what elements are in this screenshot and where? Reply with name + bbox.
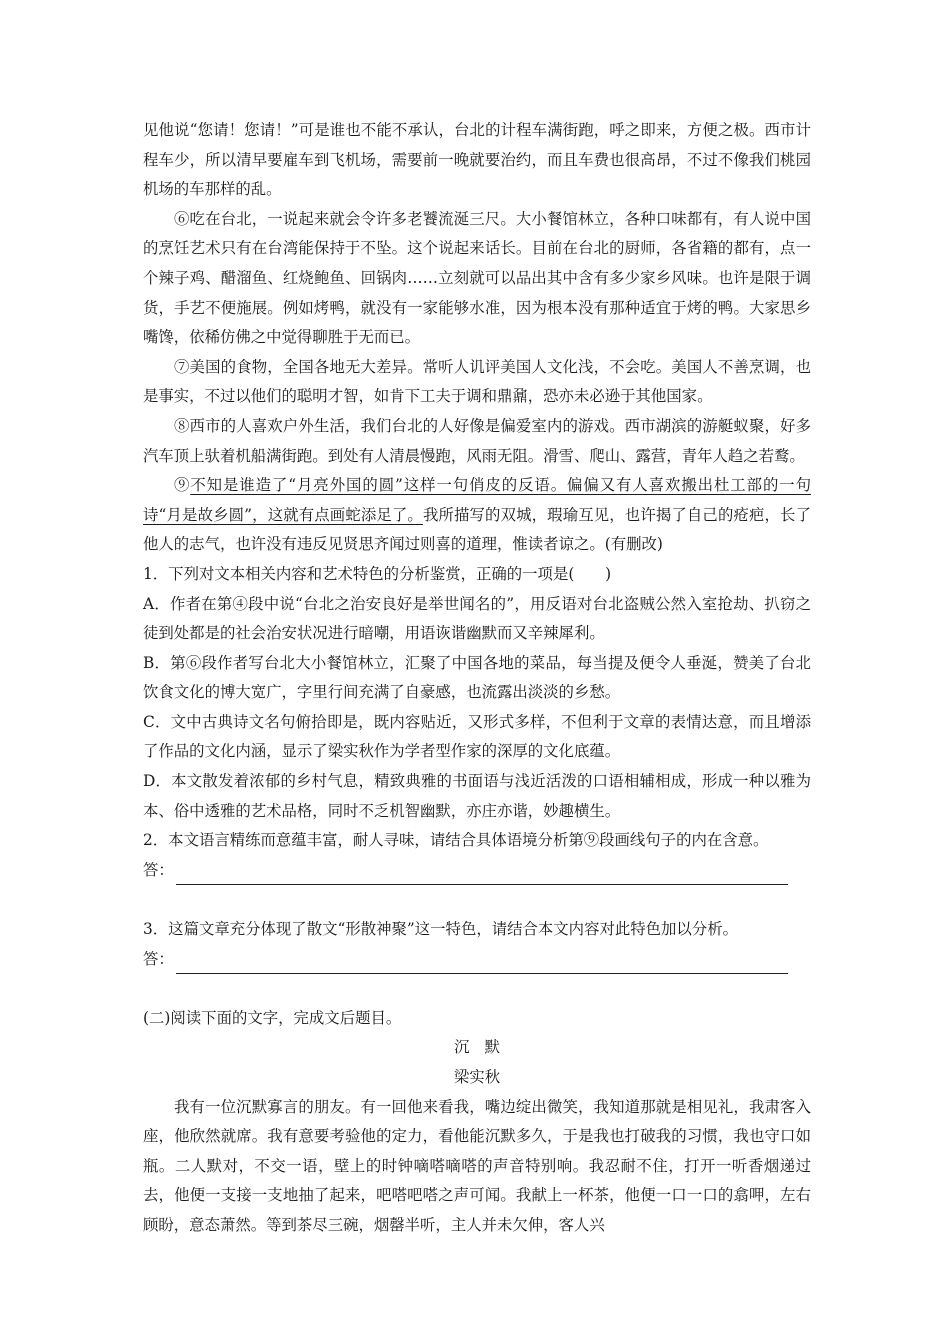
option-d: D．本文散发着浓郁的乡村气息，精致典雅的书面语与浅近活泼的口语相辅相成，形成一种以雅为本、俗中透雅的艺术品格，同时不乏机智幽默，亦庄亦谐，妙趣横生。 [143,772,811,820]
paragraph-6: ⑥吃在台北，一说起来就会令许多老饕流涎三尺。大小餐馆林立，各种口味都有，有人说中国的烹饪艺术只有在台湾能保持于不坠。这个说起来话长。目前在台北的厨师，各省籍的都有，点一个辣子鸡、醋溜鱼、红烧鲍鱼、回锅肉……立刻就可以品出其中含有多少家乡风味。也许是限于调货，手艺不便施展。例如烤鸭，就没有一家能够水准，因为根本没有那种适宜于烤的鸭。大家思乡嘴馋，依稀仿佛之中觉得聊胜于无而已。 [143,209,811,347]
question-3: 3．这篇文章充分体现了散文“形散神聚”这一特色，请结合本文内容对此特色加以分析。 [143,920,738,939]
essay-paragraph-1: 我有一位沉默寡言的朋友。有一回他来看我，嘴边绽出微笑，我知道那就是相见礼，我肃客入座，他欣然就席。我有意要考验他的定力，看他能沉默多久，于是我也打破我的习惯，我也守口如瓶。二人默对，不交一语，壁上的时钟嘀嗒嘀嗒的声音特别响。我忍耐不住，打开一听香烟递过去，他便一支接一支地抽了起来，吧嗒吧嗒之声可闻。我献上一杯茶，他便一口一口的翕呷，左右顾盼，意态萧然。等到茶尽三碗，烟罄半听，主人并未欠伸，客人兴 [143,1097,811,1234]
underlined-sentence: 不知是谁造了“月亮外国的圆”这样一句俏皮的反语。偏偏又有人喜欢搬出杜工部的一句诗“月是故乡圆”，这就有点画蛇添足了。 [143,476,811,524]
answer-row-q3 [143,945,811,975]
option-c: C．文中古典诗文名句俯拾即是，既内容贴近，又形式多样，不但利于文章的表情达意，而且增添了作品的文化内涵，显示了梁实秋作为学者型作家的深厚的文化底蕴。 [143,712,811,761]
paragraph-9-rest: 我所描写的双城，瑕瑜互见，也许揭了自己的疮疤，长了他人的志气，也许没有违反见贤思齐闻过则喜的道理，惟读者谅之。(有删改) [143,505,811,554]
section-2-intro: (二)阅读下面的文字，完成文后题目。 [143,1008,402,1027]
answer-label: 答： [143,949,174,968]
paragraph-7: ⑦美国的食物，全国各地无大差异。常听人讥评美国人文化浅，不会吃。美国人不善烹调，也是事实，不过以他们的聪明才智，如肯下工夫于调和鼎鼐，恐亦未必逊于其他国家。 [143,357,811,406]
option-a: A．作者在第④段中说“台北之治安良好是举世闻名的”，用反语对台北盗贼公然入室抢劫、扒窃之徒到处都是的社会治安状况进行暗嘲，用语诙谐幽默而又辛辣犀利。 [143,594,811,643]
answer-line-q3[interactable] [176,953,788,974]
paragraph-9-number: ⑨ [174,476,191,495]
paragraph-8: ⑧西市的人喜欢户外生活，我们台北的人好像是偏爱室内的游戏。西市湖滨的游艇蚁聚，好多汽车顶上驮着机船满街跑。到处有人清晨慢跑，风雨无阻。滑雪、爬山、露营，青年人趋之若鹜。 [143,416,811,465]
answer-row-q2 [143,856,811,886]
document-body [143,116,811,1241]
essay-author: 梁实秋 [453,1068,501,1086]
paragraph-5-tail: 见他说“您请！您请！”可是谁也不能不承认，台北的计程车满街跑，呼之即来，方便之极。西市计程车少，所以清早要雇车到飞机场，需要前一晚就要治约，而且车费也很高昂，不过不像我们桃园机场的车那样的乱。 [143,121,811,199]
answer-label: 答： [143,860,174,879]
essay-title: 沉默 [454,1038,515,1057]
spacer [143,974,811,1004]
paragraph-9 [143,471,811,560]
question-1: 1．下列对文本相关内容和艺术特色的分析鉴赏，正确的一项是( ) [143,564,612,583]
spacer [143,885,811,915]
answer-line-q2[interactable] [176,864,788,885]
option-b: B．第⑥段作者写台北大小餐馆林立，汇聚了中国各地的菜品，每当提及便令人垂涎，赞美了台北饮食文化的博大宽广，字里行间充满了自豪感，也流露出淡淡的乡愁。 [143,653,811,702]
question-2: 2．本文语言精练而意蕴丰富，耐人寻味，请结合具体语境分析第⑨段画线句子的内在含意。 [143,831,769,850]
